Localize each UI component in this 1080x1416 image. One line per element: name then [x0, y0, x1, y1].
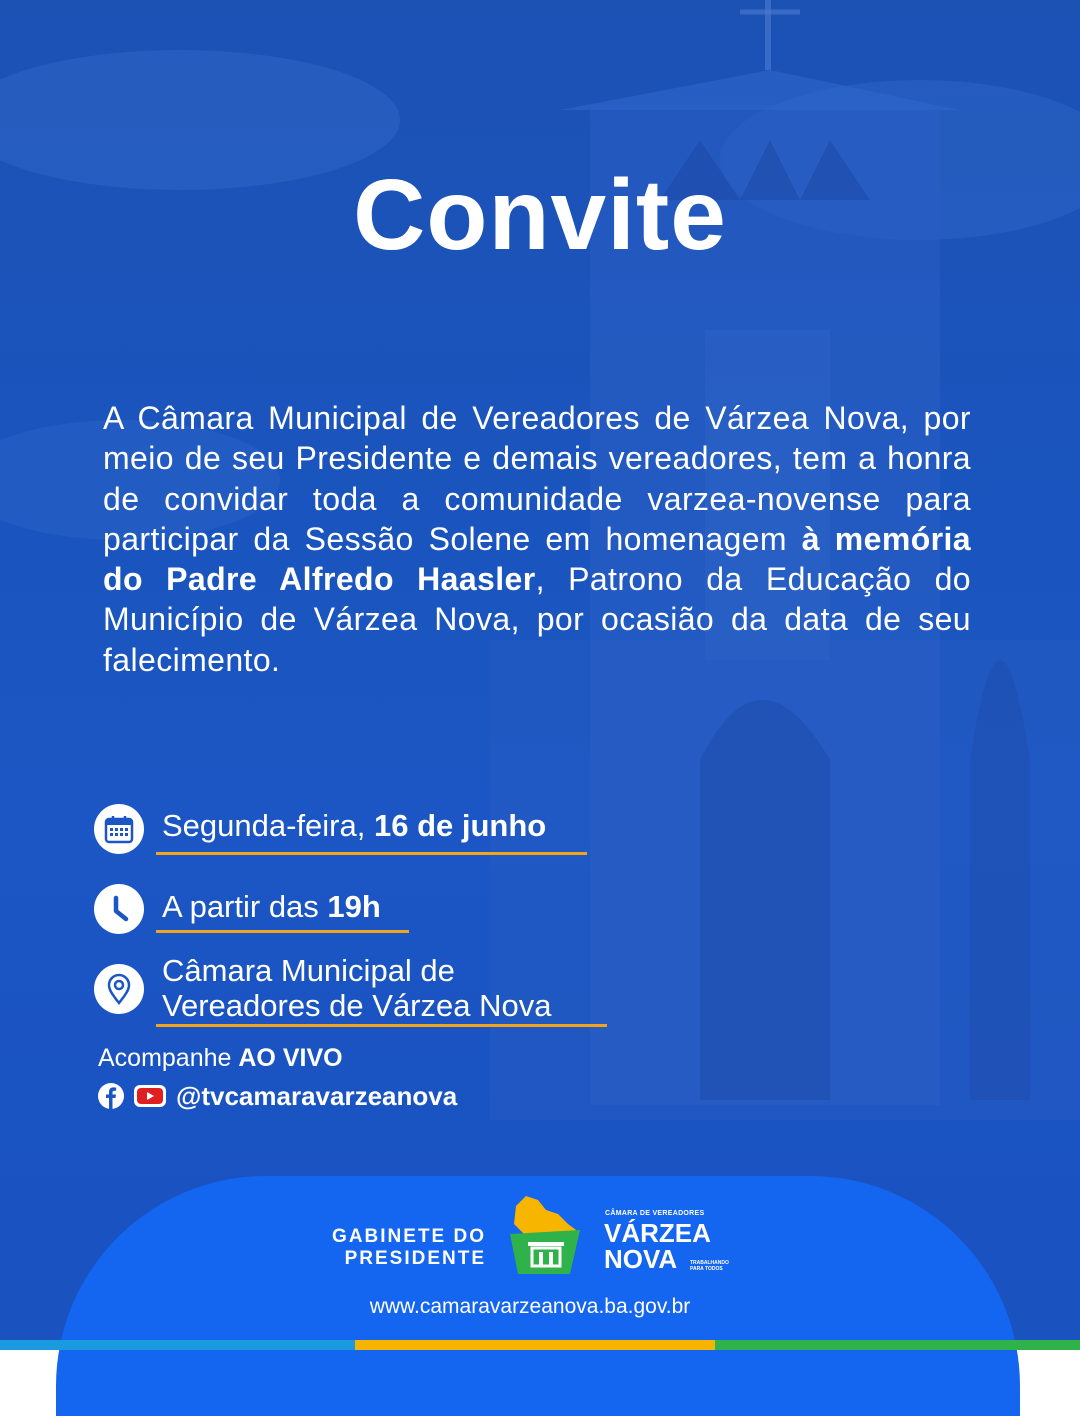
stripe-blue — [0, 1340, 355, 1350]
website-url[interactable]: www.camaravarzeanova.ba.gov.br — [369, 1295, 691, 1318]
event-time — [162, 889, 381, 925]
calendar-icon — [94, 804, 144, 854]
invitation-intro: A Câmara Municipal de Vereadores de Várzea Nova, por meio de seu Presidente e demais vereadores, tem a honra de convidar toda a comunidade varzea-novense para participar da Sessão Solene em homenagem — [103, 400, 971, 557]
event-time-prefix: A partir das — [162, 889, 328, 924]
event-date-bold: 16 de junho — [373, 808, 547, 843]
event-date — [162, 808, 546, 844]
event-location-line1: Câmara Municipal de — [162, 953, 455, 988]
location-pin-icon — [94, 964, 144, 1014]
live-bold: AO VIVO — [238, 1044, 343, 1072]
invitation-outro: , Patrono da Educação do Município de Várzea Nova, por ocasião da data de seu falecimento. — [103, 561, 971, 678]
brand-subtitle: CÂMARA DE VEREADORES — [605, 1210, 705, 1217]
event-time-bold: 19h — [327, 889, 381, 924]
live-notice — [98, 1044, 343, 1073]
gabinete-label — [330, 1226, 486, 1270]
event-location-line2: Vereadores de Várzea Nova — [162, 988, 552, 1023]
location-underline — [156, 1024, 607, 1027]
invitation-highlight: à memória do Padre Alfredo Haasler — [103, 520, 971, 598]
gabinete-line2: PRESIDENTE — [344, 1248, 486, 1269]
brand-line2: NOVA — [604, 1244, 678, 1274]
camara-logo-icon — [506, 1194, 596, 1280]
youtube-icon[interactable] — [134, 1084, 166, 1108]
gabinete-line1: GABINETE DO — [332, 1226, 486, 1247]
facebook-icon[interactable] — [98, 1083, 124, 1109]
time-underline — [156, 930, 409, 933]
social-handle-row — [98, 1078, 457, 1114]
clock-icon — [94, 884, 144, 934]
stripe-yellow — [355, 1340, 715, 1350]
brand-line1: VÁRZEA — [604, 1218, 711, 1248]
invitation-text — [103, 398, 971, 680]
live-prefix: Acompanhe — [98, 1044, 239, 1072]
date-underline — [156, 852, 587, 855]
brand-tagline: TRABALHANDO PARA TODOS — [690, 1260, 729, 1272]
event-date-prefix: Segunda-feira, — [162, 808, 374, 843]
social-handle[interactable]: @tvcamaravarzeanova — [176, 1080, 458, 1111]
page-title: Convite — [353, 159, 727, 271]
stripe-green — [715, 1340, 1080, 1350]
